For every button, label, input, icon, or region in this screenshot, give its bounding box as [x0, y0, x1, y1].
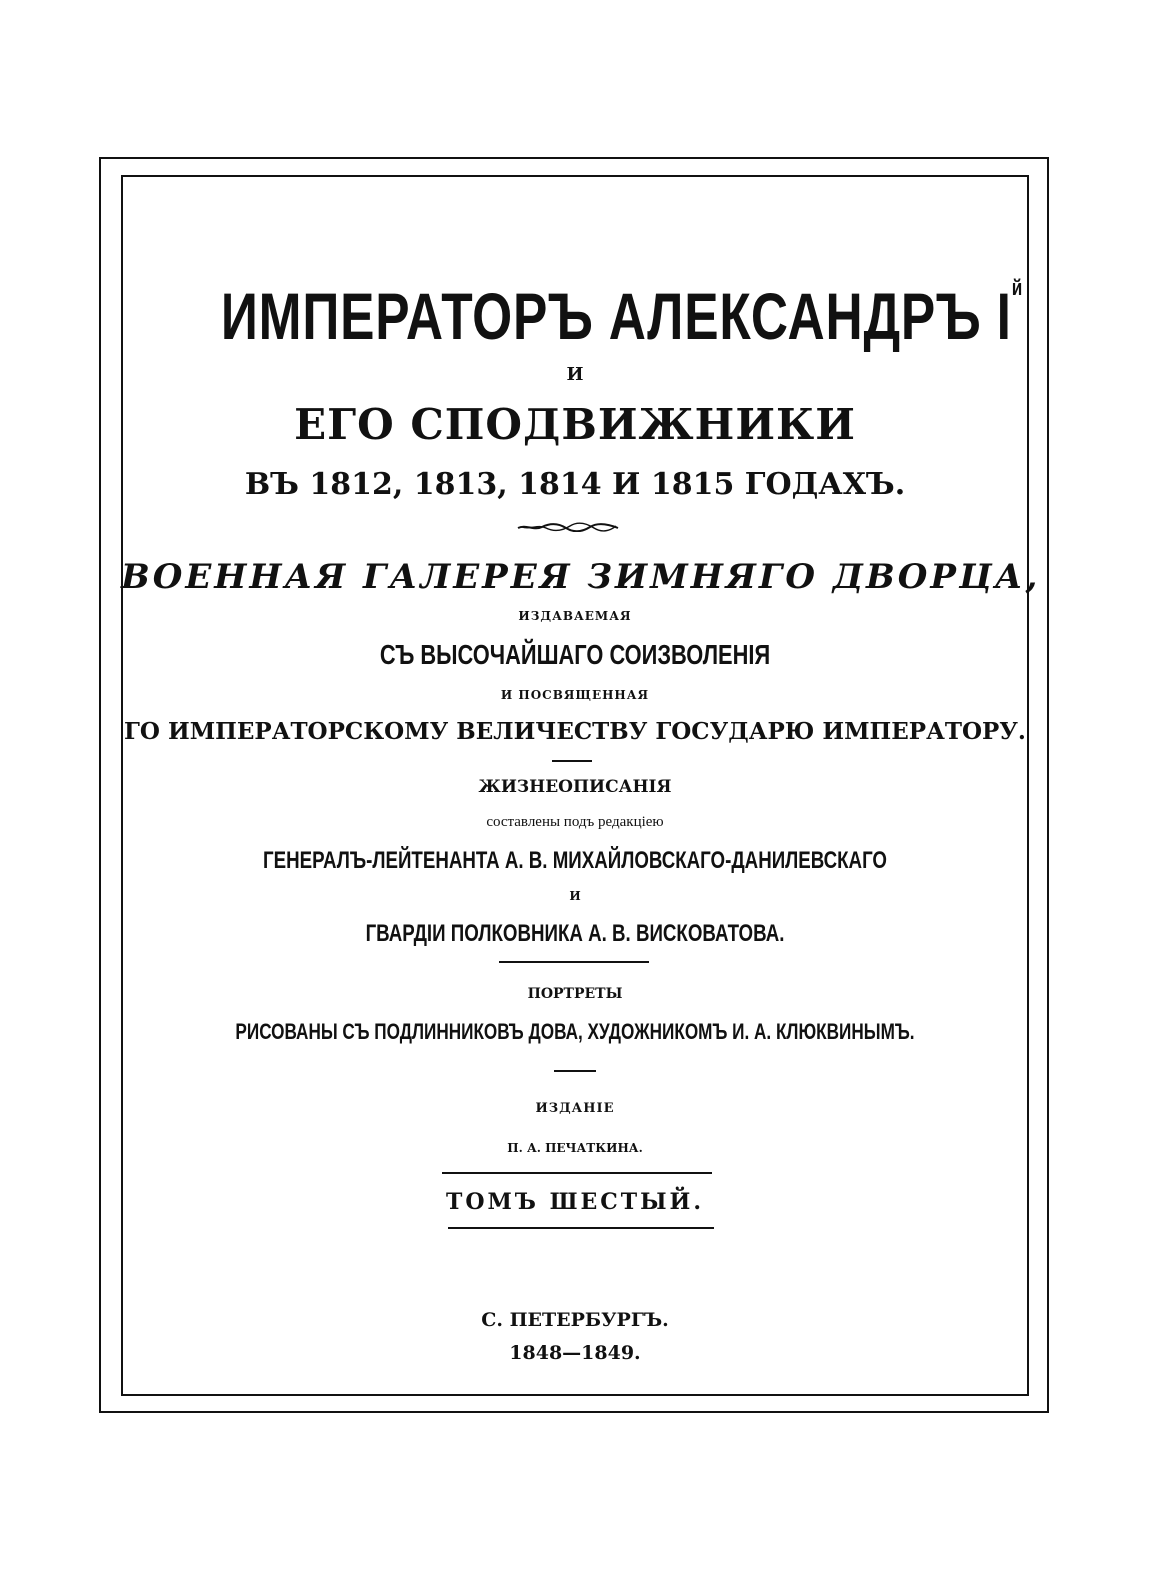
title-main-superscript: й [1011, 275, 1024, 300]
portraits-heading: ПОРТРЕТЫ [527, 986, 623, 1002]
title-main [220, 275, 1024, 353]
gallery-heading: ВОЕННАЯ ГАЛЕРЕЯ ЗИМНЯГО ДВОРЦА, [121, 557, 1041, 597]
divider-volume-top [442, 1172, 712, 1174]
divider-medium [499, 961, 649, 963]
title-conjunction: И [566, 364, 584, 385]
edition-heading: ИЗДАНІЕ [535, 1101, 615, 1116]
imprint-city: С. ПЕТЕРБУРГЪ. [481, 1309, 669, 1331]
divider-volume-bottom [448, 1227, 714, 1229]
volume-number: ТОМЪ ШЕСТЫЙ. [445, 1189, 705, 1215]
biographies-edited: составлены подъ редакціею [486, 814, 664, 830]
portraits-drawn: РИСОВАНЫ СЪ ПОДЛИННИКОВЪ ДОВА, ХУДОЖНИКОМЪ И. А. КЛЮКВИНЫМЪ. [235, 1019, 915, 1044]
gallery-published: ИЗДАВАЕМАЯ [518, 609, 632, 623]
biographies-heading: ЖИЗНЕОПИСАНІЯ [478, 777, 672, 797]
gallery-dedication: ГО ИМПЕРАТОРСКОМУ ВЕЛИЧЕСТВУ ГОСУДАРЮ ИМПЕРАТОРУ. [124, 718, 1026, 745]
divider-short-2 [554, 1070, 596, 1072]
title-main-text: ИМПЕРАТОРЪ АЛЕКСАНДРЪ I [220, 279, 1012, 353]
biographies-editor-2: ГВАРДІИ ПОЛКОВНИКА А. В. ВИСКОВАТОВА. [365, 920, 785, 947]
gallery-dedicated: И ПОСВЯЩЕННАЯ [500, 688, 650, 702]
edition-publisher: П. А. ПЕЧАТКИНА. [507, 1141, 643, 1155]
biographies-conjunction: И [569, 889, 581, 903]
divider-short-1 [552, 760, 592, 762]
title-years: ВЪ 1812, 1813, 1814 И 1815 ГОДАХЪ. [244, 467, 906, 502]
gallery-permission: СЪ ВЫСОЧАЙШАГО СОИЗВОЛЕНІЯ [379, 639, 771, 670]
biographies-editor-1: ГЕНЕРАЛЪ-ЛЕЙТЕНАНТА А. В. МИХАЙЛОВСКАГО-ДАНИЛЕВСКАГО [263, 847, 887, 874]
ornament-divider [516, 522, 620, 532]
imprint-years: 1848—1849. [509, 1342, 641, 1364]
title-companions: ЕГО СПОДВИЖНИКИ [294, 400, 856, 449]
